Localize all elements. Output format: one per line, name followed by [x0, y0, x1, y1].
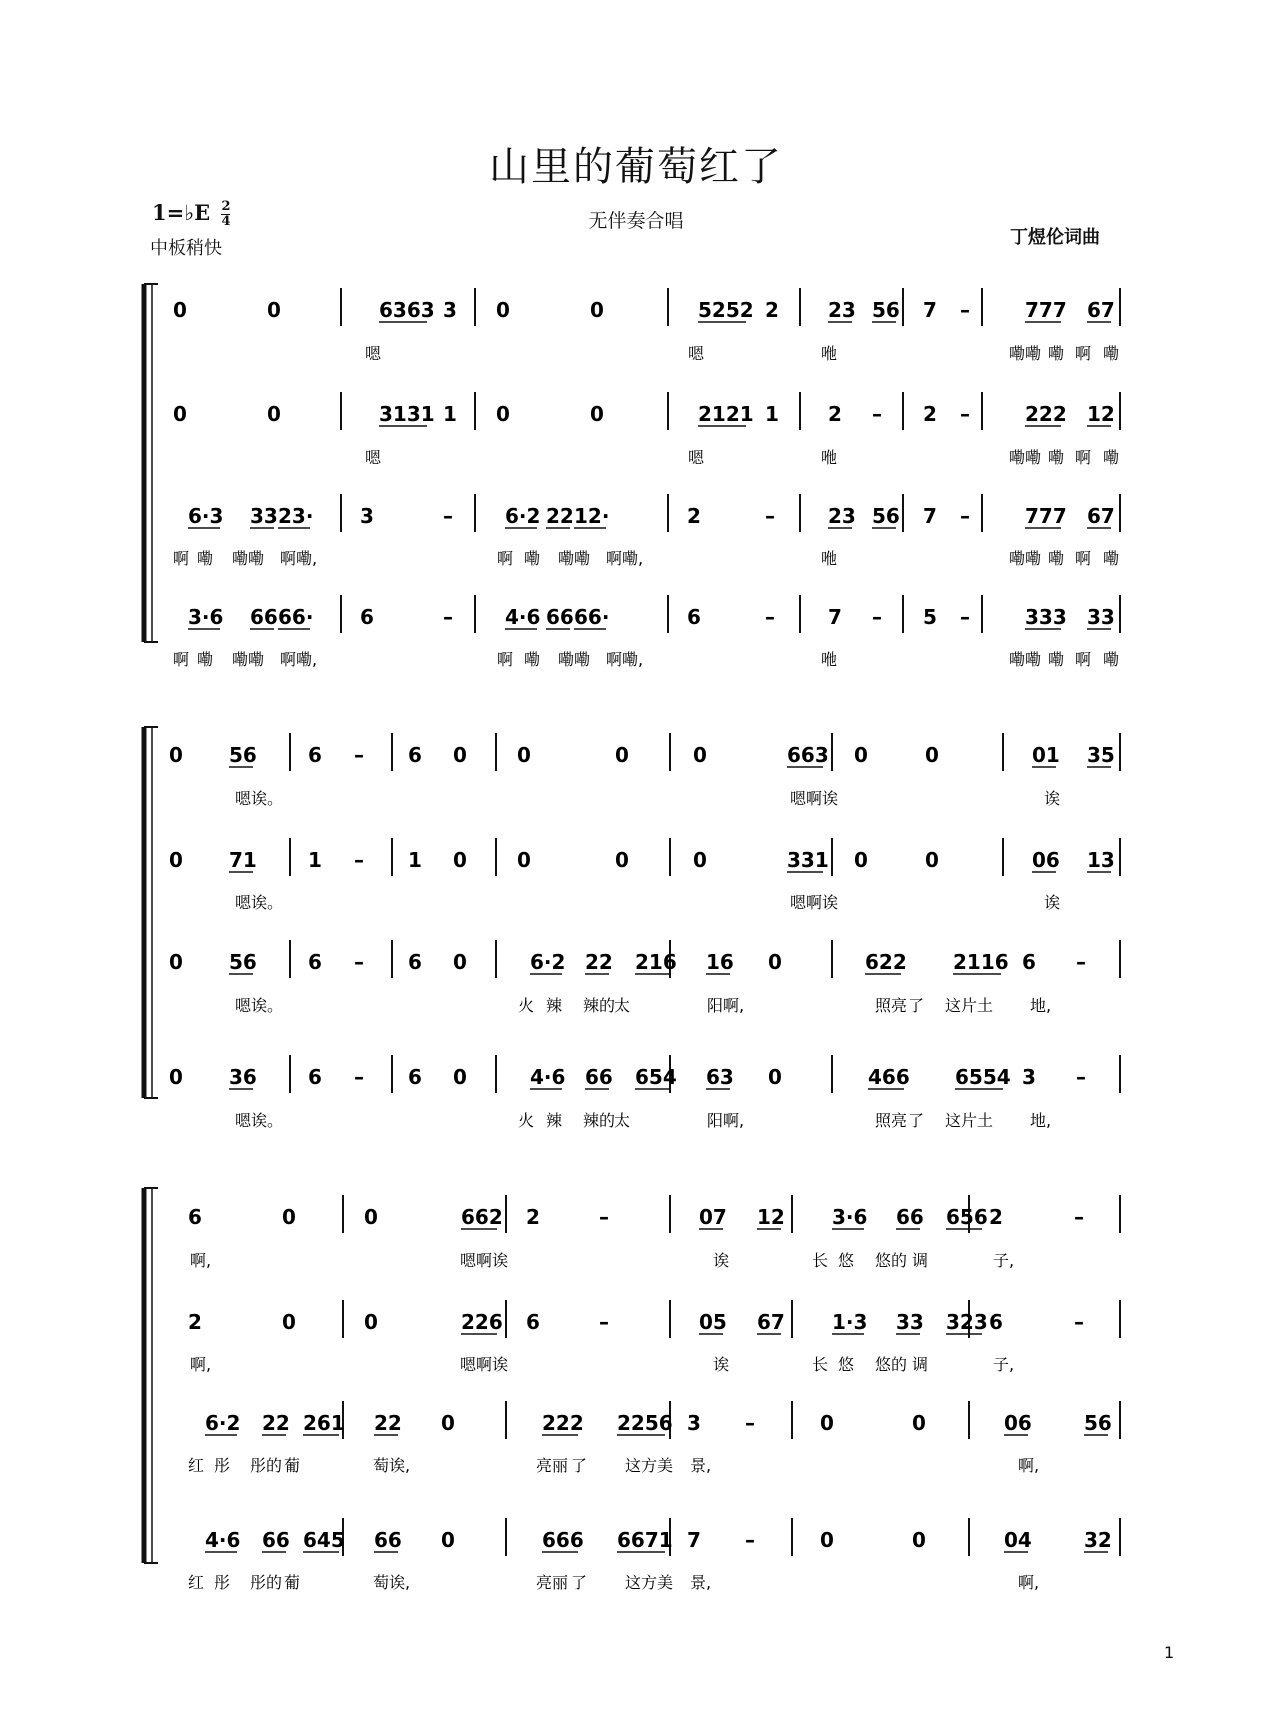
note-group: 0: [173, 402, 187, 426]
note-group: 0: [453, 848, 467, 872]
lyric: 子,: [993, 1251, 1015, 1270]
key-label: 1=♭E: [152, 200, 211, 225]
note-group: 0: [453, 1065, 467, 1089]
lyric: 悠: [838, 1251, 855, 1270]
lyric: 嘞: [1103, 549, 1120, 568]
lyric: 嘞: [1048, 549, 1065, 568]
lyric: 啊嘞,: [606, 650, 644, 669]
lyric: 彤的: [250, 1456, 283, 1475]
lyric: 这方美: [625, 1456, 674, 1475]
lyric: 嗯诶。: [235, 996, 284, 1015]
lyric: 啊: [1075, 344, 1092, 363]
lyric: 嗯: [365, 344, 382, 363]
note-group: 0: [693, 743, 707, 767]
note-group: 06: [1032, 848, 1060, 872]
note-group: 0: [364, 1310, 378, 1334]
lyric: 诶: [1044, 789, 1061, 808]
lyric: 嘞嘞: [1009, 344, 1042, 363]
note-group: 466: [868, 1065, 910, 1089]
note-group: –: [1076, 1065, 1086, 1089]
note-group: 0: [925, 743, 939, 767]
note-group: 0: [267, 298, 281, 322]
note-group: –: [354, 1065, 364, 1089]
lyric: 咃: [821, 448, 838, 467]
note-group: 2256: [617, 1411, 673, 1435]
lyric: 辣的: [583, 996, 616, 1015]
lyric: 嘞嘞: [1009, 650, 1042, 669]
lyric: 啊嘞,: [280, 549, 318, 568]
lyric: 啊: [497, 549, 514, 568]
note-group: 2: [989, 1205, 1003, 1229]
note-group: –: [1074, 1310, 1084, 1334]
note-group: 0: [441, 1411, 455, 1435]
note-group: 0: [282, 1310, 296, 1334]
note-group: 0: [169, 950, 183, 974]
lyric: 了: [908, 1111, 925, 1130]
lyric: 火: [518, 996, 535, 1015]
note-group: –: [872, 402, 882, 426]
note-group: 0: [169, 1065, 183, 1089]
note-group: 656: [946, 1205, 988, 1229]
lyric: 地,: [1030, 996, 1052, 1015]
note-group: 0: [693, 848, 707, 872]
lyric: 景,: [690, 1456, 712, 1475]
lyric: 了: [571, 1456, 588, 1475]
lyric: 嗯啊诶: [790, 789, 839, 808]
note-group: 0: [496, 402, 510, 426]
note-group: 6363: [379, 298, 435, 322]
lyric: 啊,: [190, 1355, 212, 1374]
lyric: 悠: [838, 1355, 855, 1374]
note-group: 6·2: [530, 950, 566, 974]
note-group: 0: [441, 1528, 455, 1552]
lyric: 了: [571, 1573, 588, 1592]
note-group: 36: [229, 1065, 257, 1089]
lyric: 了: [908, 996, 925, 1015]
lyric: 太: [614, 996, 631, 1015]
note-group: –: [745, 1528, 755, 1552]
note-group: 4·6: [530, 1065, 566, 1089]
lyric: 彤: [214, 1573, 231, 1592]
note-group: 33: [1087, 605, 1115, 629]
note-group: 0: [820, 1411, 834, 1435]
time-signature-bottom: 4: [221, 214, 231, 229]
note-group: –: [960, 298, 970, 322]
note-group: 261: [303, 1411, 345, 1435]
lyric: 阳啊,: [707, 996, 745, 1015]
note-group: 0: [169, 743, 183, 767]
note-group: 05: [699, 1310, 727, 1334]
lyric: 啊: [173, 650, 190, 669]
note-group: 67: [1087, 504, 1115, 528]
note-group: 3: [687, 1411, 701, 1435]
page-number: 1: [1164, 1643, 1175, 1662]
lyric: 嗯: [688, 344, 705, 363]
lyric: 嘞: [1048, 448, 1065, 467]
note-group: 6: [408, 1065, 422, 1089]
note-group: 3131: [379, 402, 435, 426]
note-group: 12: [1087, 402, 1115, 426]
note-group: 3: [1022, 1065, 1036, 1089]
note-group: 0: [854, 848, 868, 872]
note-group: 331: [787, 848, 829, 872]
lyric: 嗯: [365, 448, 382, 467]
lyric: 嗯诶。: [235, 1111, 284, 1130]
lyric: 这方美: [625, 1573, 674, 1592]
note-group: –: [745, 1411, 755, 1435]
note-group: 16: [706, 950, 734, 974]
lyric: 亮丽: [536, 1456, 569, 1475]
note-group: 6671: [617, 1528, 673, 1552]
note-group: 06: [1004, 1411, 1032, 1435]
lyric: 啊: [1075, 650, 1092, 669]
note-group: 66: [546, 605, 574, 629]
note-group: 2: [526, 1205, 540, 1229]
note-group: 12·: [574, 504, 610, 528]
note-group: 6: [526, 1310, 540, 1334]
lyric: 悠的: [875, 1355, 908, 1374]
note-group: 6: [360, 605, 374, 629]
note-group: 0: [615, 743, 629, 767]
note-group: 71: [229, 848, 257, 872]
note-group: 66: [374, 1528, 402, 1552]
note-group: 6: [408, 743, 422, 767]
note-group: 0: [517, 743, 531, 767]
note-group: 6: [308, 743, 322, 767]
note-group: 12: [757, 1205, 785, 1229]
note-group: 0: [768, 950, 782, 974]
note-group: 23: [828, 298, 856, 322]
lyric: 子,: [993, 1355, 1015, 1374]
lyric: 诶: [1044, 893, 1061, 912]
composer-credit: 丁煜伦词曲: [1010, 227, 1100, 248]
note-group: 4·6: [505, 605, 541, 629]
note-group: 13: [1087, 848, 1115, 872]
note-group: 3·6: [832, 1205, 868, 1229]
lyric: 辣: [546, 996, 563, 1015]
lyric: 嗯啊诶: [460, 1355, 509, 1374]
subtitle: 无伴奏合唱: [588, 210, 684, 232]
note-group: –: [354, 950, 364, 974]
lyric: 彤: [214, 1456, 231, 1475]
lyric: 啊: [1075, 448, 1092, 467]
note-group: 0: [590, 298, 604, 322]
note-group: 33: [250, 504, 278, 528]
note-group: 22: [374, 1411, 402, 1435]
note-group: 56: [872, 298, 900, 322]
note-group: 0: [282, 1205, 296, 1229]
note-group: 1: [765, 402, 779, 426]
note-group: 2: [923, 402, 937, 426]
lyric: 火: [518, 1111, 535, 1130]
lyric: 嗯诶。: [235, 789, 284, 808]
lyric: 萄诶,: [373, 1456, 411, 1475]
note-group: 6·2: [505, 504, 541, 528]
lyric: 嘞: [1103, 650, 1120, 669]
lyric: 悠的: [875, 1251, 908, 1270]
note-group: 2121: [698, 402, 754, 426]
note-group: 7: [923, 504, 937, 528]
note-group: 2: [828, 402, 842, 426]
page-title: 山里的葡萄红了: [489, 144, 783, 190]
lyric: 景,: [690, 1573, 712, 1592]
note-group: 222: [1025, 402, 1067, 426]
note-group: –: [1076, 950, 1086, 974]
note-group: 0: [912, 1528, 926, 1552]
note-group: 6: [188, 1205, 202, 1229]
note-group: 67: [1087, 298, 1115, 322]
note-group: 0: [453, 950, 467, 974]
note-group: 1: [308, 848, 322, 872]
note-group: 6: [308, 950, 322, 974]
lyric: 太: [614, 1111, 631, 1130]
note-group: 333: [1025, 605, 1067, 629]
tempo-marking: 中板稍快: [150, 238, 222, 259]
lyric: 啊嘞,: [606, 549, 644, 568]
note-group: 0: [169, 848, 183, 872]
note-group: –: [443, 605, 453, 629]
note-group: 2116: [953, 950, 1009, 974]
lyric: 辣: [546, 1111, 563, 1130]
note-group: 66: [250, 605, 278, 629]
note-group: 662: [461, 1205, 503, 1229]
note-group: 222: [542, 1411, 584, 1435]
note-group: 0: [615, 848, 629, 872]
note-group: 56: [872, 504, 900, 528]
lyric: 嘞: [1103, 448, 1120, 467]
lyric: 嘞: [197, 650, 214, 669]
note-group: 01: [1032, 743, 1060, 767]
note-group: 0: [267, 402, 281, 426]
note-group: 0: [496, 298, 510, 322]
lyric: 嘞: [1103, 344, 1120, 363]
lyric: 啊: [1075, 549, 1092, 568]
lyric: 嘞嘞: [1009, 448, 1042, 467]
note-group: 56: [1084, 1411, 1112, 1435]
note-group: 777: [1025, 504, 1067, 528]
lyric: 嘞嘞: [232, 549, 265, 568]
note-group: –: [872, 605, 882, 629]
lyric: 阳啊,: [707, 1111, 745, 1130]
lyric: 红: [188, 1573, 205, 1592]
note-group: 04: [1004, 1528, 1032, 1552]
note-group: –: [765, 605, 775, 629]
lyric: 嘞嘞: [232, 650, 265, 669]
lyric: 调: [912, 1251, 929, 1270]
lyric: 啊: [497, 650, 514, 669]
lyric: 嘞: [1048, 650, 1065, 669]
lyric: 长: [812, 1355, 829, 1374]
lyric: 咃: [821, 344, 838, 363]
note-group: 666: [542, 1528, 584, 1552]
note-group: 3: [360, 504, 374, 528]
note-group: 4·6: [205, 1528, 241, 1552]
lyric: 嘞: [524, 549, 541, 568]
note-group: 5: [923, 605, 937, 629]
note-group: 1·3: [832, 1310, 868, 1334]
lyric: 照亮: [875, 996, 908, 1015]
note-group: 0: [912, 1411, 926, 1435]
note-group: 22: [546, 504, 574, 528]
lyric: 彤的: [250, 1573, 283, 1592]
note-group: –: [960, 605, 970, 629]
note-group: 0: [768, 1065, 782, 1089]
lyric: 红: [188, 1456, 205, 1475]
lyric: 这片土: [945, 996, 994, 1015]
note-group: 63: [706, 1065, 734, 1089]
lyric: 咃: [821, 549, 838, 568]
note-group: 663: [787, 743, 829, 767]
note-group: 0: [453, 743, 467, 767]
lyric: 辣的: [583, 1111, 616, 1130]
note-group: –: [443, 504, 453, 528]
note-group: 2: [765, 298, 779, 322]
note-group: 22: [585, 950, 613, 974]
note-group: –: [354, 743, 364, 767]
note-group: 23: [828, 504, 856, 528]
lyric: 嘞嘞: [558, 549, 591, 568]
note-group: 67: [757, 1310, 785, 1334]
note-group: 0: [854, 743, 868, 767]
lyric: 调: [912, 1355, 929, 1374]
note-group: 2: [687, 504, 701, 528]
note-group: 7: [828, 605, 842, 629]
note-group: 5252: [698, 298, 754, 322]
lyric: 嘞: [1048, 344, 1065, 363]
note-group: 0: [517, 848, 531, 872]
note-group: 622: [865, 950, 907, 974]
lyric: 地,: [1030, 1111, 1052, 1130]
note-group: 323: [946, 1310, 988, 1334]
note-group: 3·6: [188, 605, 224, 629]
lyric: 这片土: [945, 1111, 994, 1130]
lyric: 啊,: [190, 1251, 212, 1270]
note-group: 33: [896, 1310, 924, 1334]
time-signature-top: 2: [221, 199, 231, 214]
lyric: 嗯: [688, 448, 705, 467]
lyric: 葡: [284, 1573, 301, 1592]
lyric: 诶: [713, 1355, 730, 1374]
note-group: –: [765, 504, 775, 528]
lyric: 照亮: [875, 1111, 908, 1130]
note-group: 66·: [278, 605, 314, 629]
lyric: 嘞: [197, 549, 214, 568]
note-group: 6: [687, 605, 701, 629]
note-group: 56: [229, 950, 257, 974]
lyric: 嗯诶。: [235, 893, 284, 912]
note-group: –: [960, 504, 970, 528]
lyric: 嘞嘞: [558, 650, 591, 669]
note-group: –: [599, 1205, 609, 1229]
lyric: 咃: [821, 650, 838, 669]
note-group: 1: [408, 848, 422, 872]
lyric: 长: [812, 1251, 829, 1270]
note-group: 6554: [955, 1065, 1011, 1089]
note-group: 226: [461, 1310, 503, 1334]
note-group: 66: [896, 1205, 924, 1229]
note-group: 777: [1025, 298, 1067, 322]
note-group: 654: [635, 1065, 677, 1089]
note-group: –: [1074, 1205, 1084, 1229]
lyric: 嘞: [524, 650, 541, 669]
note-group: 0: [820, 1528, 834, 1552]
note-group: 0: [925, 848, 939, 872]
note-group: 6: [408, 950, 422, 974]
note-group: 216: [635, 950, 677, 974]
note-group: 6: [1022, 950, 1036, 974]
note-group: –: [599, 1310, 609, 1334]
note-group: 32: [1084, 1528, 1112, 1552]
note-group: 0: [173, 298, 187, 322]
note-group: 66: [262, 1528, 290, 1552]
lyric: 啊嘞,: [280, 650, 318, 669]
note-group: 22: [262, 1411, 290, 1435]
lyric: 嗯啊诶: [460, 1251, 509, 1270]
lyric: 啊,: [1018, 1456, 1040, 1475]
lyric: 嗯啊诶: [790, 893, 839, 912]
note-group: 6: [308, 1065, 322, 1089]
note-group: 2: [188, 1310, 202, 1334]
note-group: 7: [687, 1528, 701, 1552]
lyric: 啊: [173, 549, 190, 568]
lyric: 亮丽: [536, 1573, 569, 1592]
note-group: 6: [989, 1310, 1003, 1334]
lyric: 嘞嘞: [1009, 549, 1042, 568]
note-group: 66·: [574, 605, 610, 629]
note-group: 3: [443, 298, 457, 322]
note-group: 23·: [278, 504, 314, 528]
note-group: 66: [585, 1065, 613, 1089]
lyric: 葡: [284, 1456, 301, 1475]
note-group: 56: [229, 743, 257, 767]
lyric: 萄诶,: [373, 1573, 411, 1592]
note-group: 35: [1087, 743, 1115, 767]
note-group: 7: [923, 298, 937, 322]
note-group: –: [960, 402, 970, 426]
note-group: 6·2: [205, 1411, 241, 1435]
note-group: 645: [303, 1528, 345, 1552]
note-group: –: [354, 848, 364, 872]
note-group: 07: [699, 1205, 727, 1229]
note-group: 0: [364, 1205, 378, 1229]
note-group: 0: [590, 402, 604, 426]
lyric: 诶: [713, 1251, 730, 1270]
lyric: 啊,: [1018, 1573, 1040, 1592]
note-group: 1: [443, 402, 457, 426]
note-group: 6·3: [188, 504, 224, 528]
